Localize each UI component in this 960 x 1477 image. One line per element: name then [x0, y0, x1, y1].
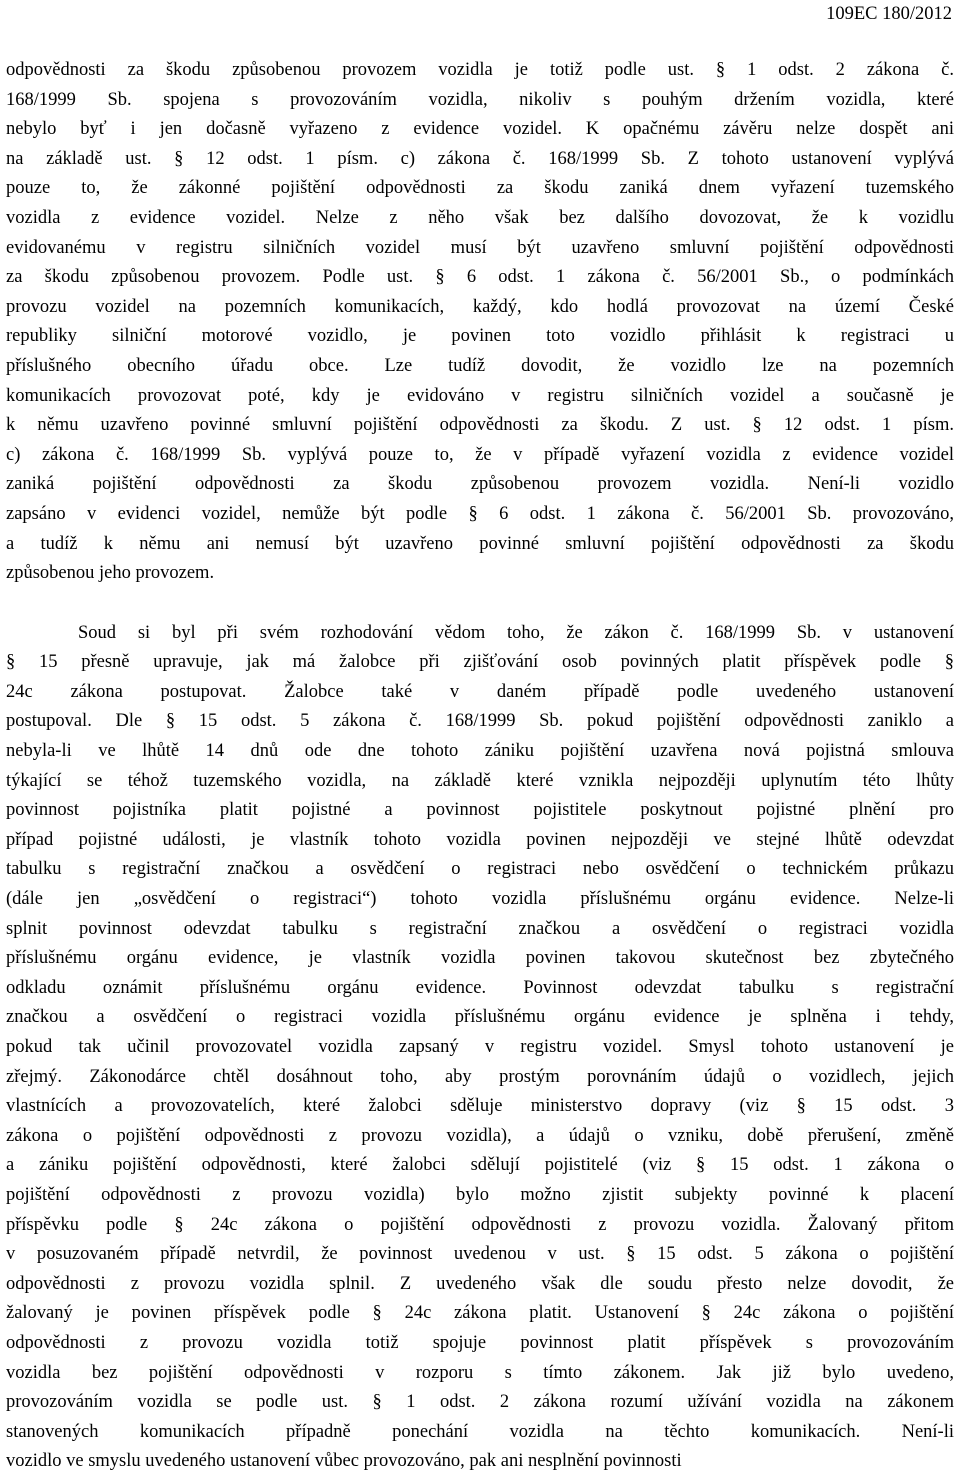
- text-line: za škodu způsobenou provozem. Podle ust. § 6 odst. 1 zákona č. 56/2001 Sb., o podmínkách: [6, 267, 954, 288]
- text-line: v posuzovaném případě netvrdil, že povinnost uvedenou v ust. § 15 odst. 5 zákona o pojištění: [6, 1244, 954, 1265]
- text-line: 24c zákona postupovat. Žalobce také v daném případě podle uvedeného ustanovení: [6, 681, 954, 702]
- text-line: provozu vozidel na pozemních komunikacích, každý, kdo hodlá provozovat na území České: [6, 296, 954, 317]
- text-line: příspěvku podle § 24c zákona o pojištění odpovědnosti z provozu vozidla. Žalovaný přitom: [6, 1214, 954, 1235]
- text-line: příslušnému orgánu evidence, je vlastník vozidla povinen takovou skutečnost bez zbytečného: [6, 948, 954, 969]
- text-line: odpovědnosti za škodu způsobenou provozem vozidla je totiž podle ust. § 1 odst. 2 zákona č.: [6, 60, 954, 80]
- text-line: žalovaný je povinen příspěvek podle § 24c zákona platit. Ustanovení § 24c zákona o pojištění: [6, 1303, 954, 1324]
- text-line: zapsáno v evidenci vozidel, nemůže být podle § 6 odst. 1 zákona č. 56/2001 Sb. provozováno,: [6, 503, 954, 524]
- text-line: vozidla z evidence vozidel. Nelze z něho však bez dalšího dovozovat, že k vozidlu: [6, 207, 954, 228]
- text-line: (dále jen „osvědčení o registraci“) tohoto vozidla příslušnému orgánu evidence. Nelze-li: [6, 889, 954, 910]
- text-line: příslušného obecního úřadu obce. Lze tudíž dovodit, že vozidlo lze na pozemních: [6, 355, 954, 376]
- text-line: vozidlo ve smyslu uvedeného ustanovení vůbec provozováno, pak ani nesplnění povinnosti: [6, 1451, 682, 1472]
- text-line: nebyla-li ve lhůtě 14 dnů ode dne tohoto zániku pojištění uzavřena nová pojistná smlouva: [6, 741, 954, 762]
- text-line: 168/1999 Sb. spojena s provozováním vozidla, nikoliv s pouhým držením vozidla, které: [6, 89, 954, 110]
- text-line: pouze to, že zákonné pojištění odpovědnosti za škodu zaniká dnem vyřazení tuzemského: [6, 178, 954, 199]
- text-line: způsobenou jeho provozem.: [6, 563, 215, 584]
- paragraph-2: [6, 619, 954, 1477]
- text-line: zřejmý. Zákonodárce chtěl dosáhnout toho, aby prostým porovnáním údajů o vozidlech, jejich: [6, 1066, 954, 1087]
- text-line: na základě ust. § 12 odst. 1 písm. c) zákona č. 168/1999 Sb. Z tohoto ustanovení vyplývá: [6, 148, 954, 169]
- text-line: komunikacích provozovat poté, kdy je evidováno v registru silničních vozidel a současně je: [6, 385, 954, 406]
- text-line: vozidla bez pojištění odpovědnosti v rozporu s tímto zákonem. Jak již bylo uvedeno,: [6, 1362, 954, 1383]
- paragraph-1: [6, 56, 954, 589]
- text-line: značkou a osvědčení o registraci vozidla příslušnému orgánu evidence je splněna i tehdy,: [6, 1007, 954, 1028]
- text-line: k němu uzavřeno povinné smluvní pojištění odpovědnosti za škodu. Z ust. § 12 odst. 1 písm.: [6, 415, 954, 436]
- text-line: republiky silniční motorové vozidlo, je povinen toto vozidlo přihlásit k registraci u: [6, 326, 954, 347]
- text-line: c) zákona č. 168/1999 Sb. vyplývá pouze to, že v případě vyřazení vozidla z evidence vozidel: [6, 444, 954, 465]
- text-line: vlastnících a provozovatelích, které žalobci sděluje ministerstvo dopravy (viz § 15 odst. 3: [6, 1096, 954, 1117]
- text-line: týkající se téhož tuzemského vozidla, na základě které vznikla nejpozději uplynutím této lhůty: [6, 770, 954, 791]
- text-line: Soud si byl při svém rozhodování vědom toho, že zákon č. 168/1999 Sb. v ustanovení: [78, 622, 954, 643]
- text-line: odpovědnosti z provozu vozidla totiž spojuje povinnost platit příspěvek s provozováním: [6, 1332, 954, 1353]
- document-id: 109EC 180/2012: [826, 4, 952, 24]
- text-line: nebylo byť i jen dočasně vyřazeno z evidence vozidel. K opačnému závěru nelze dospět ani: [6, 119, 954, 140]
- text-line: § 15 přesně upravuje, jak má žalobce při zjišťování osob povinných platit příspěvek podle §: [6, 652, 954, 673]
- text-line: zaniká pojištění odpovědnosti za škodu způsobenou provozem vozidla. Není-li vozidlo: [6, 474, 954, 495]
- paragraph-gap: [6, 589, 954, 619]
- text-line: stanovených komunikacích případně ponechání vozidla na těchto komunikacích. Není-li: [6, 1421, 954, 1442]
- text-line: případ pojistné události, je vlastník tohoto vozidla povinen nejpozději ve stejné lhůtě odevzdat: [6, 829, 954, 850]
- text-line: splnit povinnost odevzdat tabulku s registrační značkou a osvědčení o registraci vozidla: [6, 918, 954, 939]
- text-line: povinnost pojistníka platit pojistné a povinnost pojistitele poskytnout pojistné plnění pro: [6, 800, 954, 821]
- text-line: pokud tak učinil provozovatel vozidla zapsaný v registru vozidel. Smysl tohoto ustanovení je: [6, 1037, 954, 1057]
- document-body: [6, 56, 954, 1477]
- text-line: evidovanému v registru silničních vozidel musí být uzavřeno smluvní pojištění odpovědnosti: [6, 237, 954, 258]
- text-line: postupoval. Dle § 15 odst. 5 zákona č. 168/1999 Sb. pokud pojištění odpovědnosti zaniklo a: [6, 711, 954, 732]
- text-line: pojištění odpovědnosti z provozu vozidla) bylo možno zjistit subjekty povinné k placení: [6, 1184, 954, 1205]
- text-line: a tudíž k němu ani nemusí být uzavřeno povinné smluvní pojištění odpovědnosti za škodu: [6, 533, 954, 554]
- text-line: odkladu oznámit příslušnému orgánu evidence. Povinnost odevzdat tabulku s registrační: [6, 977, 954, 998]
- text-line: a zániku pojištění odpovědnosti, které žalobci sdělují pojistitelé (viz § 15 odst. 1 zákona o: [6, 1155, 954, 1176]
- text-line: zákona o pojištění odpovědnosti z provozu vozidla), a údajů o vzniku, době přerušení, změně: [6, 1125, 954, 1146]
- text-line: provozováním vozidla se podle ust. § 1 odst. 2 zákona rozumí užívání vozidla na zákonem: [6, 1392, 954, 1413]
- text-line: odpovědnosti z provozu vozidla splnil. Z uvedeného však dle soudu přesto nelze dovodit, že: [6, 1273, 954, 1294]
- text-line: tabulku s registrační značkou a osvědčení o registraci nebo osvědčení o technickém průkazu: [6, 859, 954, 880]
